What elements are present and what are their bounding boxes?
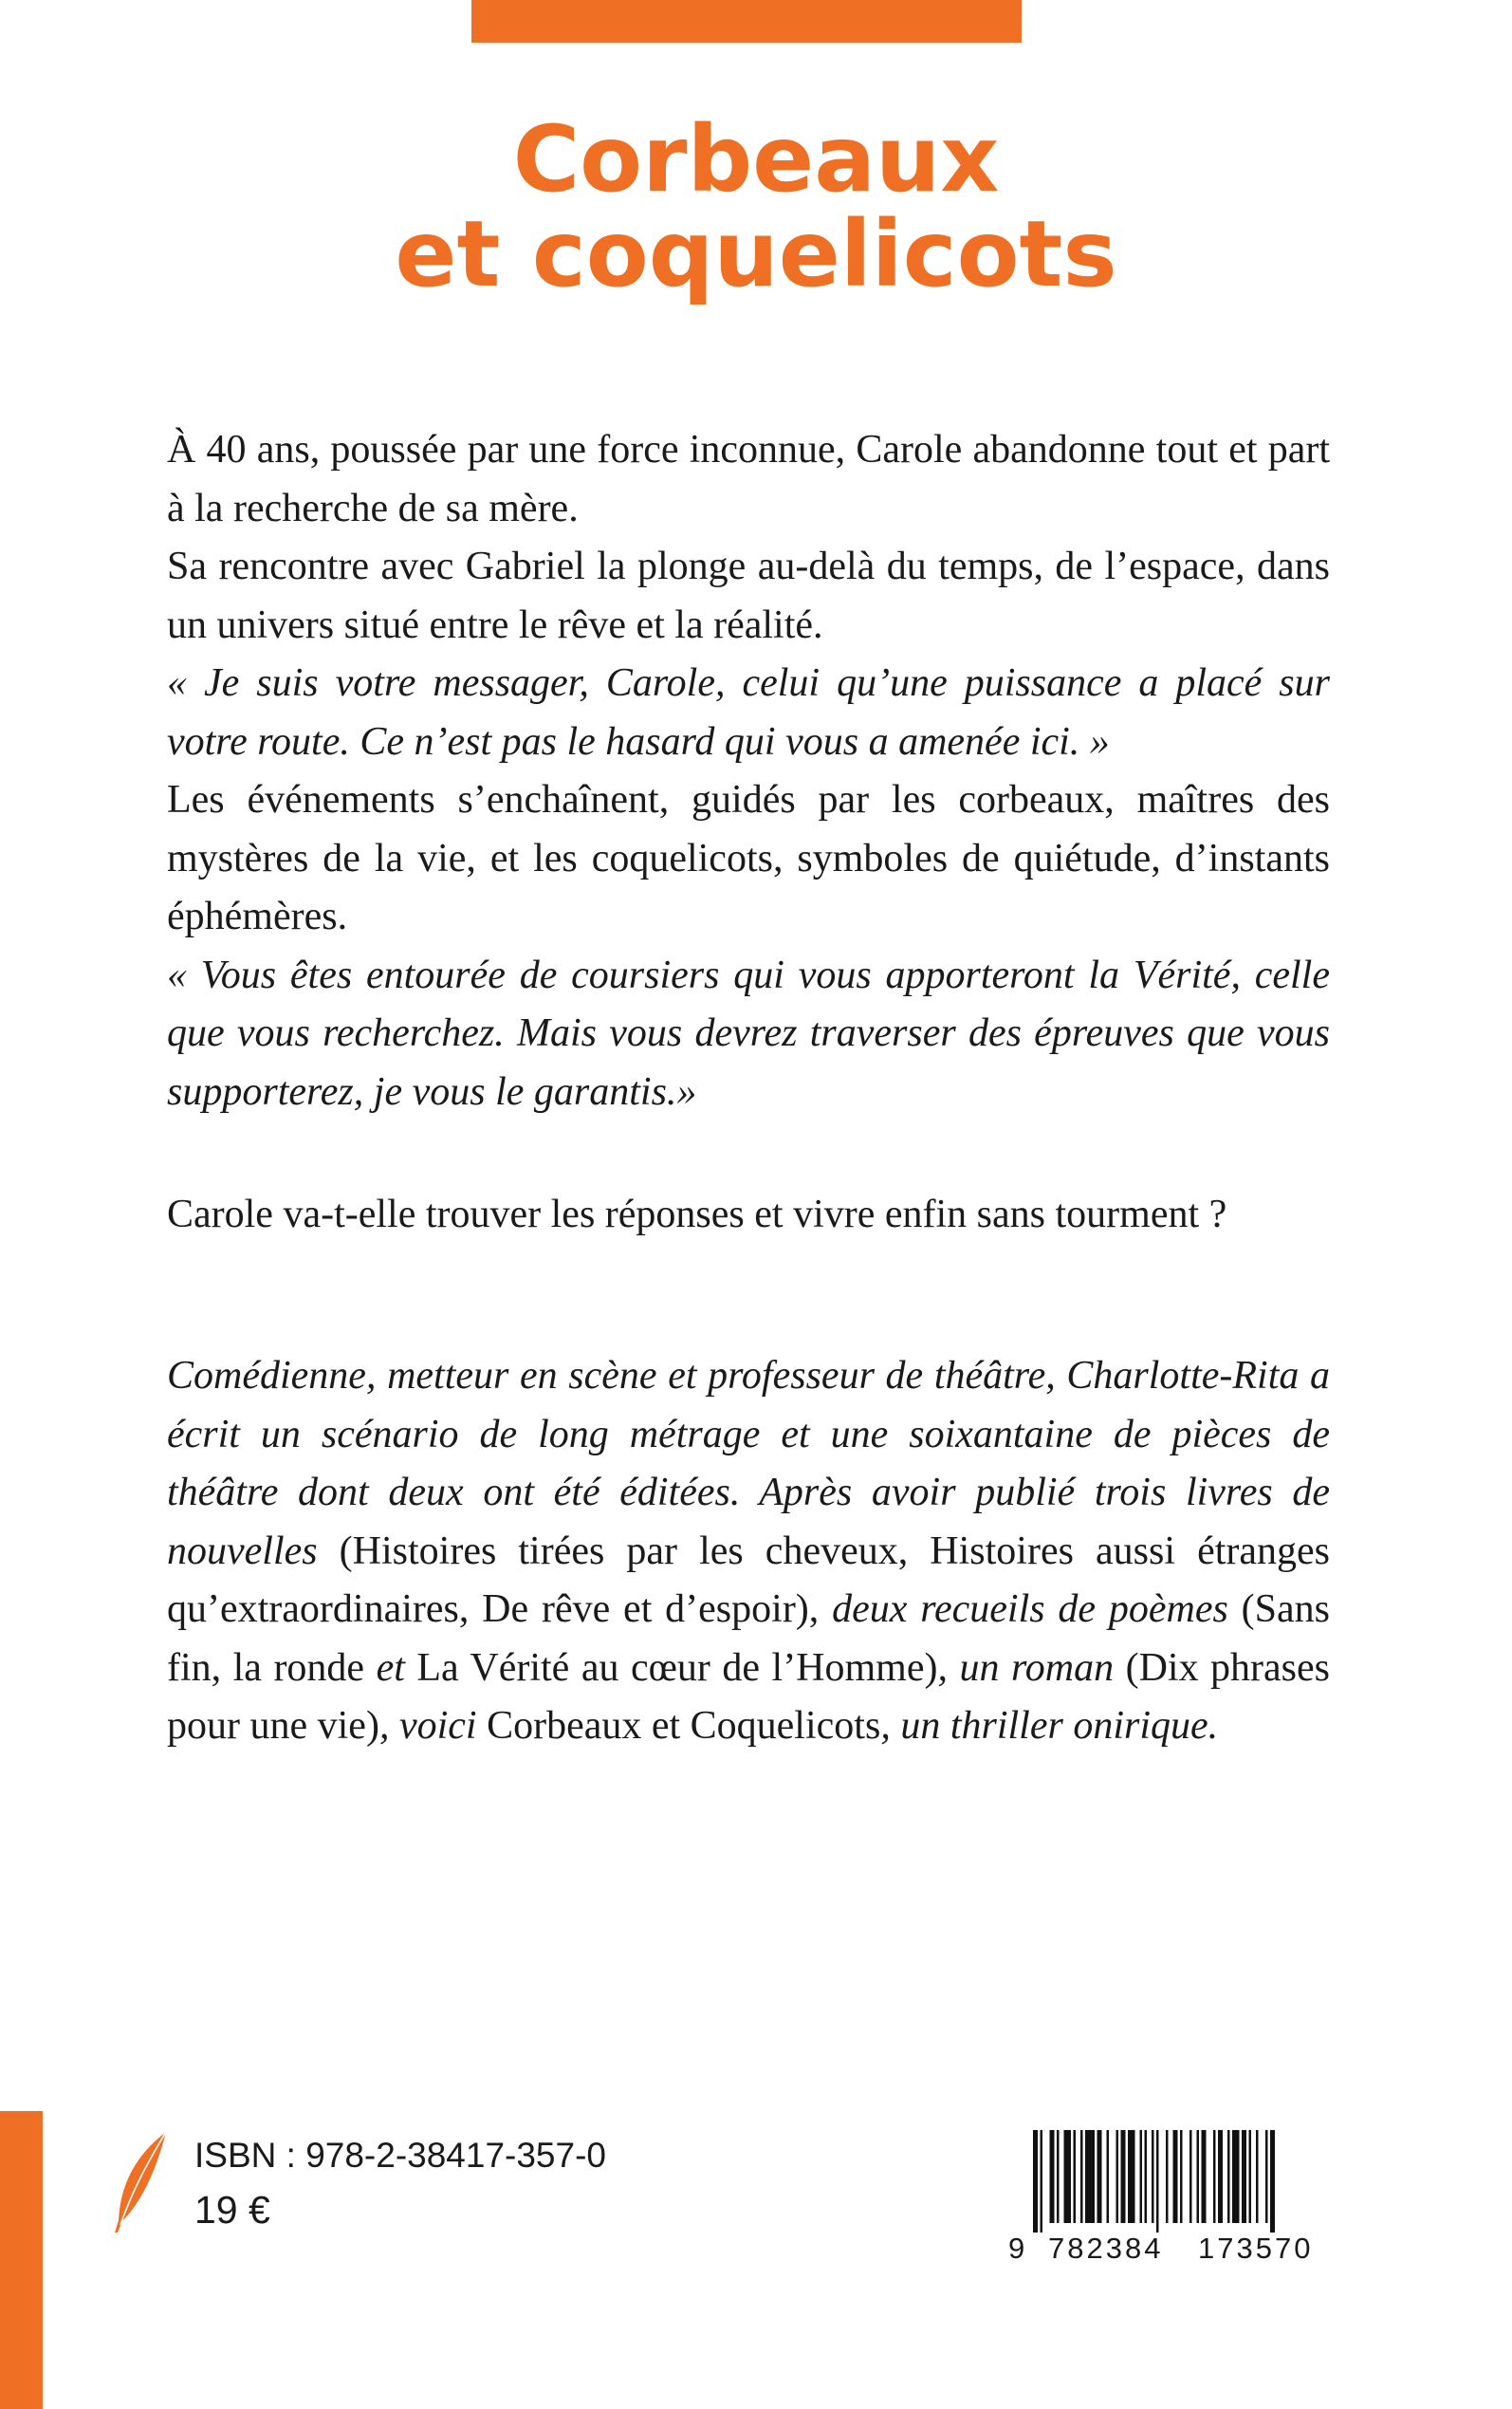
barcode-bar (1249, 2130, 1252, 2223)
barcode-bar (1197, 2130, 1200, 2223)
synopsis-paragraph: Sa rencontre avec Gabriel la plonge au-delà du temps, de l’espace, dans un univers situé entre le rêve et la réalité. (167, 545, 1330, 647)
barcode-bar (1202, 2130, 1207, 2223)
bio-segment: , un roman (937, 1645, 1126, 1690)
top-accent-bar (471, 0, 1022, 43)
barcode-bar (1140, 2130, 1143, 2223)
barcode-bar (1121, 2130, 1126, 2223)
isbn: ISBN : 978-2-38417-357-0 (194, 2136, 606, 2175)
barcode-bar (1041, 2130, 1043, 2233)
bio-segment: , voici (378, 1704, 488, 1748)
barcode-bar (1085, 2130, 1095, 2223)
barcode-bar (1080, 2130, 1083, 2223)
barcode-bar (1265, 2130, 1268, 2223)
bio-segment: La Vérité au cœur de l’Homme) (404, 1645, 938, 1690)
synopsis (167, 421, 1330, 1121)
bio-segment: , un thriller onirique. (880, 1704, 1219, 1748)
barcode-bars (1029, 2130, 1352, 2233)
bio-segment: (Dix phrases pour une vie) (167, 1645, 1331, 1748)
bio-segment: Comédienne, metteur en scène et professeur de théâtre, Charlotte-Rita a écrit un scénario de long métrage et une soixantaine de pièces de théâtre dont deux ont été éditées. Après avoir publié trois livres de nouvelles (167, 1354, 1330, 1573)
barcode-bar (1057, 2130, 1060, 2223)
barcode-bar (1033, 2130, 1038, 2233)
teaser-question-text: Carole va-t-elle trouver les réponses et vivre enfin sans tourment ? (167, 1193, 1227, 1236)
teaser-question (167, 1186, 1330, 1245)
barcode-bar (1256, 2130, 1259, 2223)
barcode-bar (1180, 2130, 1183, 2223)
barcode-group-1: 782384 (1048, 2232, 1164, 2265)
feather-icon (109, 2130, 175, 2234)
barcode-bar (1213, 2130, 1216, 2223)
barcode-bar (1074, 2130, 1077, 2223)
bio-segment: Corbeaux et Coquelicots (487, 1704, 881, 1748)
author-bio (167, 1347, 1330, 1756)
title-line-1: Corbeaux (512, 106, 1000, 213)
barcode-bar (1097, 2130, 1102, 2223)
barcode-bar (1152, 2130, 1154, 2223)
barcode-digit-first: 9 (1008, 2232, 1025, 2265)
bio-segment: deux recueils de poèmes (832, 1587, 1228, 1631)
barcode-bar (1156, 2130, 1159, 2233)
title-line-2: et coquelicots (395, 201, 1117, 307)
synopsis-quote: « Vous êtes entourée de coursiers qui vous apporteront la Vérité, celle que vous recherchez. Mais vous devrez traverser des épreuves que vous supporterez, je vous le garantis.» (167, 953, 1330, 1114)
author-bio-text (167, 1347, 1330, 1756)
barcode-bar (1173, 2130, 1178, 2223)
barcode-bar (1128, 2130, 1135, 2223)
barcode-bar (1227, 2130, 1230, 2223)
barcode-group-2: 173570 (1198, 2232, 1314, 2265)
barcode-bar (1270, 2130, 1275, 2233)
bio-segment: et (376, 1645, 405, 1690)
barcode-bar (1116, 2130, 1119, 2223)
barcode-bar (1050, 2130, 1055, 2223)
bio-segment: (Histoires tirées par les cheveux, Histoires aussi étranges qu’extraordinaires, De rêve et d’espoir), (167, 1529, 1330, 1631)
barcode-bar (1064, 2130, 1072, 2223)
book-title (0, 106, 1512, 307)
barcode-bar (1242, 2130, 1246, 2223)
barcode-bar (1232, 2130, 1240, 2223)
price: 19 € (194, 2188, 270, 2232)
barcode-bar (1189, 2130, 1192, 2223)
barcode-bar (1166, 2130, 1169, 2223)
side-accent-bar (0, 2111, 43, 2409)
barcode-bar (1145, 2130, 1148, 2223)
barcode-bar (1218, 2130, 1223, 2223)
synopsis-paragraph: À 40 ans, poussée par une force inconnue, Carole abandonne tout et part à la recherche de sa mère. (167, 428, 1330, 530)
bio-segment: (Sans fin, la ronde (167, 1587, 1331, 1690)
synopsis-quote: « Je suis votre messager, Carole, celui qu’une puissance a placé sur votre route. Ce n’est pas le hasard qui vous a amenée ici. » (167, 661, 1330, 764)
synopsis-paragraph: Les événements s’enchaînent, guidés par les corbeaux, maîtres des mystères de la vie, et les coquelicots, symboles de quiétude, d’instants éphémères. (167, 778, 1330, 938)
barcode (1001, 2111, 1363, 2284)
barcode-bar (1107, 2130, 1110, 2223)
